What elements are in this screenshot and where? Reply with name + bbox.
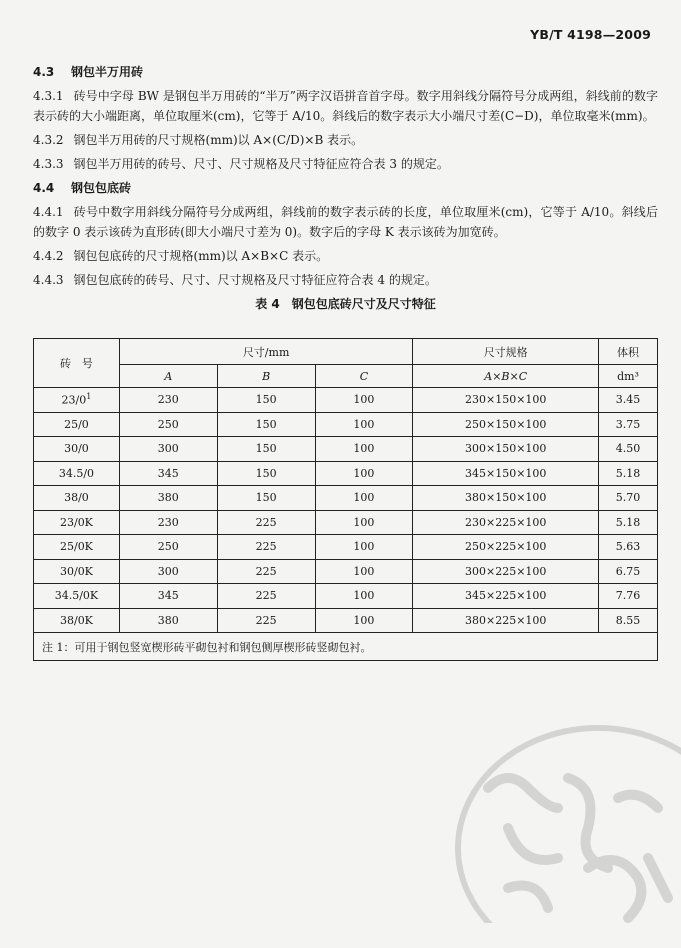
cell-volume: 5.63	[599, 535, 658, 560]
cell-volume: 7.76	[599, 584, 658, 609]
cell-b: 225	[217, 584, 315, 609]
cell-spec: 250×150×100	[413, 412, 599, 437]
cell-spec: 380×150×100	[413, 486, 599, 511]
cell-spec: 300×225×100	[413, 559, 599, 584]
cell-b: 150	[217, 388, 315, 413]
cell-brick-no: $23/0^1$	[34, 388, 120, 413]
pdg-seal-watermark-icon	[448, 718, 681, 948]
cell-b: 225	[217, 608, 315, 633]
clause-number: 4.3.2	[33, 133, 64, 147]
section-title: 钢包包底砖	[71, 181, 132, 195]
cell-c: 100	[315, 437, 413, 462]
cell-brick-no: 25/0K	[34, 535, 120, 560]
cell-volume: 5.18	[599, 510, 658, 535]
brick-dimension-table	[33, 338, 658, 661]
document-body	[33, 62, 658, 317]
cell-c: 100	[315, 461, 413, 486]
cell-brick-no: 30/0K	[34, 559, 120, 584]
cell-b: 225	[217, 510, 315, 535]
cell-volume: 5.70	[599, 486, 658, 511]
clause-number: 4.4.2	[33, 249, 64, 263]
cell-c: 100	[315, 559, 413, 584]
clause-text: 砖号中数字用斜线分隔符号分成两组，斜线前的数字表示砖的长度，单位取厘米(cm)，它等于 A/10。斜线后的数字 0 表示该砖为直形砖(即大小端尺寸差为 0)。数字后的字母 K 表示该砖为加宽砖。	[33, 205, 658, 239]
clause-number: 4.3.1	[33, 89, 64, 103]
cell-volume: 3.75	[599, 412, 658, 437]
table-row	[34, 437, 658, 462]
table-row	[34, 388, 658, 413]
header-brick-no: 砖 号	[34, 339, 120, 388]
table-caption: 表 4 钢包包底砖尺寸及尺寸特征	[255, 297, 436, 311]
cell-b: 150	[217, 486, 315, 511]
clause-text: 钢包半万用砖的尺寸规格(mm)以 A×(C/D)×B 表示。	[73, 133, 364, 147]
cell-volume: 4.50	[599, 437, 658, 462]
cell-brick-no: 30/0	[34, 437, 120, 462]
cell-spec: 230×150×100	[413, 388, 599, 413]
cell-b: 225	[217, 535, 315, 560]
clause-4-3-2	[33, 130, 658, 150]
clause-text: 砖号中字母 BW 是钢包半万用砖的“半万”两字汉语拼音首字母。数字用斜线分隔符号分成两组，斜线前的数字表示砖的大小端距离，单位取厘米(cm)，它等于 A/10。斜线后的数字表示大小端尺寸差(C−D)，单位取毫米(mm)。	[33, 89, 658, 123]
section-number: 4.4	[33, 181, 55, 195]
cell-brick-no: 25/0	[34, 412, 120, 437]
header-b: B	[217, 365, 315, 388]
cell-b: 150	[217, 437, 315, 462]
cell-brick-no: 34.5/0K	[34, 584, 120, 609]
cell-c: 100	[315, 412, 413, 437]
cell-spec: 250×225×100	[413, 535, 599, 560]
cell-c: 100	[315, 535, 413, 560]
section-number: 4.3	[33, 65, 55, 79]
cell-a: 345	[119, 461, 217, 486]
cell-c: 100	[315, 608, 413, 633]
cell-b: 150	[217, 412, 315, 437]
cell-volume: 3.45	[599, 388, 658, 413]
cell-a: 250	[119, 412, 217, 437]
table-row	[34, 486, 658, 511]
table-row	[34, 510, 658, 535]
cell-spec: 345×150×100	[413, 461, 599, 486]
clause-4-3-3	[33, 154, 658, 174]
clause-4-4-2	[33, 246, 658, 266]
table-row	[34, 608, 658, 633]
header-spec: 尺寸规格	[413, 339, 599, 365]
section-title: 钢包半万用砖	[71, 65, 144, 79]
clause-4-4-1	[33, 202, 658, 242]
cell-a: 230	[119, 510, 217, 535]
cell-a: 345	[119, 584, 217, 609]
cell-b: 150	[217, 461, 315, 486]
cell-volume: 5.18	[599, 461, 658, 486]
table-note: 注 1：可用于钢包竖宽楔形砖平砌包衬和钢包侧厚楔形砖竖砌包衬。	[34, 633, 658, 661]
table-row	[34, 535, 658, 560]
cell-brick-no: 23/0K	[34, 510, 120, 535]
table-row	[34, 461, 658, 486]
clause-text: 钢包包底砖的砖号、尺寸、尺寸规格及尺寸特征应符合表 4 的规定。	[73, 273, 437, 287]
cell-c: 100	[315, 584, 413, 609]
header-spec-formula: A×B×C	[413, 365, 599, 388]
cell-volume: 8.55	[599, 608, 658, 633]
cell-a: 300	[119, 559, 217, 584]
cell-spec: 300×150×100	[413, 437, 599, 462]
header-c: C	[315, 365, 413, 388]
cell-a: 380	[119, 486, 217, 511]
cell-brick-no: 34.5/0	[34, 461, 120, 486]
clause-number: 4.3.3	[33, 157, 64, 171]
clause-4-4-3	[33, 270, 658, 290]
clause-text: 钢包包底砖的尺寸规格(mm)以 A×B×C 表示。	[73, 249, 329, 263]
cell-volume: 6.75	[599, 559, 658, 584]
standard-code: YB/T 4198—2009	[530, 27, 651, 42]
table-row	[34, 559, 658, 584]
footnote-marker: 1	[86, 392, 92, 402]
cell-c: 100	[315, 486, 413, 511]
cell-b: 225	[217, 559, 315, 584]
header-a: A	[119, 365, 217, 388]
clause-number: 4.4.1	[33, 205, 64, 219]
section-heading-4-4	[33, 178, 658, 198]
cell-brick-no: 38/0K	[34, 608, 120, 633]
cell-a: 380	[119, 608, 217, 633]
cell-a: 230	[119, 388, 217, 413]
clause-4-3-1	[33, 86, 658, 126]
cell-spec: 230×225×100	[413, 510, 599, 535]
cell-a: 300	[119, 437, 217, 462]
table-row	[34, 584, 658, 609]
cell-spec: 380×225×100	[413, 608, 599, 633]
header-volume-unit: dm³	[599, 365, 658, 388]
table-row	[34, 412, 658, 437]
header-volume: 体积	[599, 339, 658, 365]
cell-c: 100	[315, 388, 413, 413]
section-heading-4-3	[33, 62, 658, 82]
cell-c: 100	[315, 510, 413, 535]
header-dimension: 尺寸/mm	[119, 339, 412, 365]
cell-spec: 345×225×100	[413, 584, 599, 609]
clause-text: 钢包半万用砖的砖号、尺寸、尺寸规格及尺寸特征应符合表 3 的规定。	[73, 157, 449, 171]
cell-a: 250	[119, 535, 217, 560]
cell-brick-no: 38/0	[34, 486, 120, 511]
clause-number: 4.4.3	[33, 273, 64, 287]
